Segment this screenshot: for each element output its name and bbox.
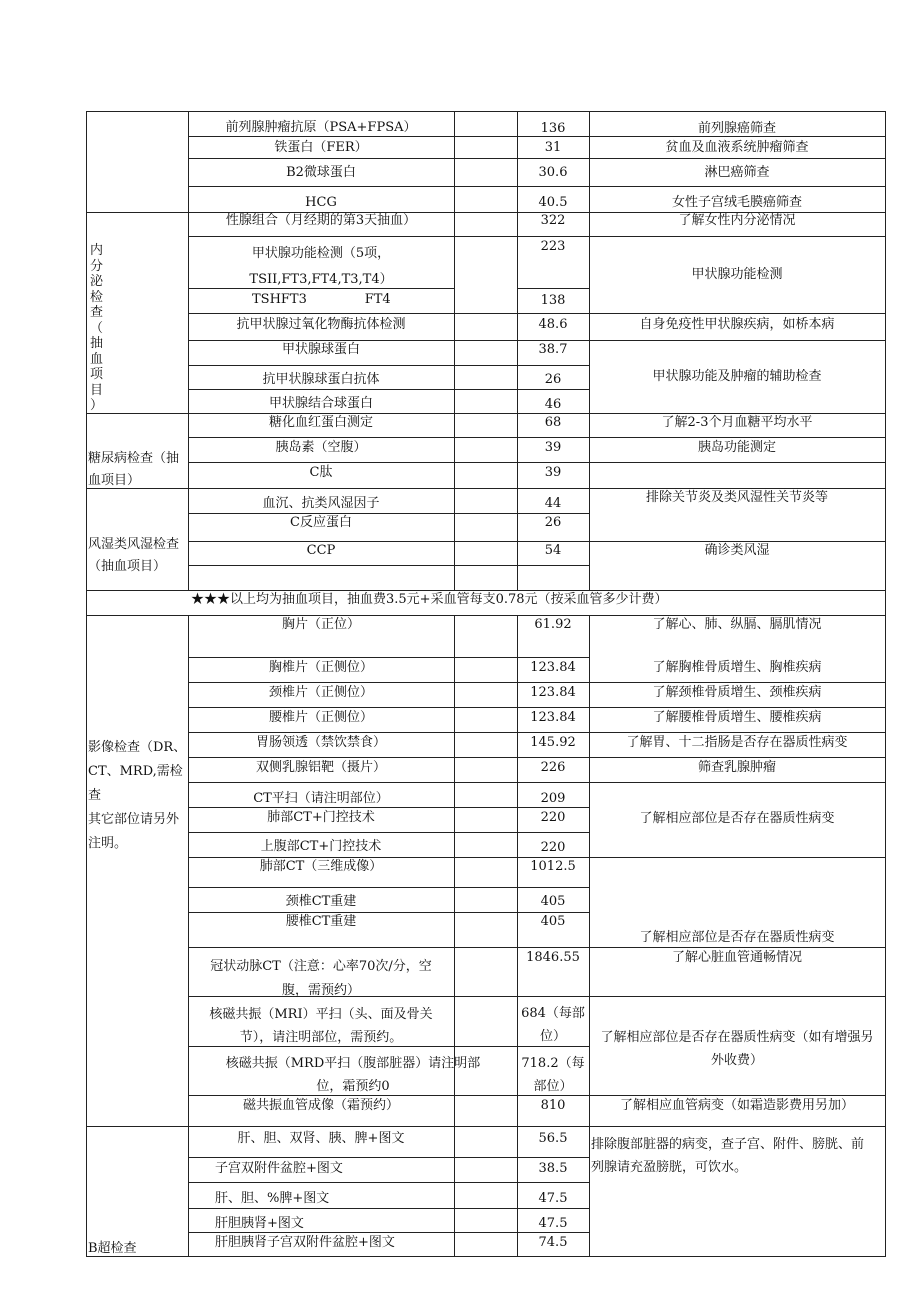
- item-name: B2微球蛋白: [286, 165, 356, 180]
- item-name: 肺部CT（三维成像）: [259, 859, 383, 874]
- item-name: 抗甲状腺过氧化物酶抗体检测: [236, 317, 406, 332]
- item-name: 肝胆胰肾子宫双附件盆腔+图文: [215, 1235, 395, 1250]
- item-price: 1846.55: [526, 950, 580, 965]
- item-purpose: 贫血及血液系统肿瘤筛查: [665, 140, 809, 155]
- item-name: 冠状动脉CT（注意：心率70次/分，空 腹，需预约）: [210, 959, 432, 998]
- item-purpose: 排除关节炎及类风湿性关节炎等: [645, 490, 828, 505]
- grid-line-horizontal: [188, 565, 590, 566]
- item-price: 74.5: [538, 1235, 568, 1250]
- item-name: 颈椎CT重建: [285, 894, 357, 909]
- item-purpose: 确诊类风湿: [704, 543, 770, 558]
- item-purpose: 了解腰椎骨质增生、腰椎疾病: [652, 710, 822, 725]
- item-purpose: 了解相应部位是否存在器质性病变（如有增强另 外收费）: [600, 1030, 874, 1068]
- grid-line-horizontal: [188, 732, 886, 733]
- item-name: 上腹部CT+门控技术: [260, 839, 382, 854]
- item-purpose: 自身免疫性甲状腺疾病，如桥本病: [639, 317, 835, 332]
- grid-line-vertical: [86, 111, 87, 1257]
- item-name: 抗甲状腺球蛋白抗体: [262, 372, 380, 387]
- grid-line-horizontal: [188, 832, 590, 833]
- section-ultrasound: B超检查: [88, 1241, 137, 1256]
- grid-line-horizontal: [188, 707, 886, 708]
- item-purpose: 筛查乳腺肿瘤: [697, 760, 776, 775]
- item-name: 铁蛋白（FER）: [274, 140, 368, 155]
- item-price: 718.2（每 部位）: [521, 1056, 585, 1094]
- item-purpose: 了解胃、十二指肠是否存在器质性病变: [626, 735, 848, 750]
- item-purpose: 了解心脏血管通畅情况: [671, 950, 802, 965]
- item-price: 38.7: [538, 342, 568, 357]
- grid-line-vertical: [885, 111, 886, 1257]
- grid-line-horizontal: [86, 1256, 886, 1257]
- item-price: 68: [544, 415, 562, 430]
- item-name: 肝、胆、%脾+图文: [215, 1191, 330, 1206]
- item-purpose: 了解相应血管病变（如霜造影费用另加）: [619, 1098, 854, 1113]
- item-price: 61.92: [534, 617, 572, 632]
- item-purpose: 了解颈椎骨质增生、颈椎疾病: [652, 685, 822, 700]
- item-price: 220: [540, 840, 566, 855]
- item-price: 209: [540, 791, 566, 806]
- item-price: 136: [540, 121, 566, 136]
- item-price: 56.5: [538, 1131, 568, 1146]
- grid-line-horizontal: [188, 887, 590, 888]
- item-price: 810: [540, 1098, 566, 1113]
- item-price: 405: [540, 914, 566, 929]
- grid-line-horizontal: [188, 657, 590, 658]
- item-purpose: 前列腺癌筛查: [697, 121, 776, 136]
- section-endocrine: 内 分 泌 检 查 （ 抽 血 项 目 ）: [90, 243, 104, 413]
- item-name: 胸椎片（正侧位）: [268, 660, 373, 675]
- item-price: 47.5: [538, 1191, 568, 1206]
- grid-line-horizontal: [188, 158, 886, 159]
- item-name: 腰椎CT重建: [285, 914, 357, 929]
- grid-line-horizontal: [86, 111, 886, 112]
- item-name: 核磁共振（MRD平扫（腹部脏器）请注明部 位，霜预约0: [225, 1056, 481, 1094]
- grid-line-horizontal: [188, 782, 886, 783]
- item-price: 684（每部 位）: [521, 1006, 585, 1044]
- item-name: 肝、胆、双肾、胰、脾+图文: [237, 1131, 405, 1146]
- item-name: 腰椎片（正侧位）: [268, 710, 373, 725]
- grid-line-horizontal: [188, 462, 886, 463]
- item-price: 48.6: [538, 317, 568, 332]
- item-purpose: 胰岛功能测定: [697, 440, 776, 455]
- item-purpose: 甲状腺功能及肿瘤的辅助检查: [652, 369, 822, 384]
- item-price: 47.5: [538, 1216, 568, 1231]
- item-name: 肝胆胰肾+图文: [215, 1216, 304, 1231]
- item-name: 前列腺肿瘤抗原（PSA+FPSA）: [225, 120, 417, 135]
- blood-draw-note: ★★★以上均为抽血项目，抽血费3.5元+采血管每支0.78元（按采血管多少计费）: [191, 592, 668, 607]
- item-name: 胃肠领透（禁饮禁食）: [255, 735, 386, 750]
- item-name: 胸片（正位）: [281, 617, 360, 632]
- item-price: 226: [540, 760, 566, 775]
- item-name: 肺部CT+门控技术: [267, 810, 375, 825]
- item-price: 220: [540, 810, 566, 825]
- item-name: 糖化血红蛋白测定: [268, 415, 373, 430]
- item-price: 46: [544, 397, 562, 412]
- item-purpose: 淋巴癌筛查: [704, 165, 770, 180]
- item-price: 145.92: [530, 735, 576, 750]
- item-name: 颈椎片（正侧位）: [268, 685, 373, 700]
- item-name: 甲状腺球蛋白: [281, 342, 360, 357]
- item-name: 核磁共振（MRI）平扫（头、面及骨关 节），请注明部位，需预约。: [209, 1007, 433, 1045]
- item-price: 38.5: [538, 1161, 568, 1176]
- item-price: 322: [540, 213, 566, 228]
- item-name: 磁共振血管成像（霜预约）: [242, 1098, 399, 1113]
- grid-line-horizontal: [188, 365, 590, 366]
- item-price: 405: [540, 894, 566, 909]
- item-price: 223: [540, 239, 566, 254]
- item-purpose: 女性子宫绒毛膜癌筛查: [671, 195, 802, 210]
- item-purpose: 排除腹部脏器的病变，查子宫、附件、膀胱、前 列腺请充盈膀胱，可饮水。: [591, 1137, 865, 1175]
- item-purpose: 了解女性内分泌情况: [678, 213, 796, 228]
- grid-line-horizontal: [86, 1126, 886, 1127]
- item-name: CT平扫（请注明部位）: [253, 791, 389, 806]
- item-price: 44: [544, 496, 562, 511]
- item-purpose: 了解胸椎骨质增生、胸椎疾病: [652, 660, 822, 675]
- grid-line-horizontal: [188, 1182, 590, 1183]
- item-price: 40.5: [538, 195, 568, 210]
- grid-line-horizontal: [188, 236, 886, 237]
- item-price: 54: [544, 543, 562, 558]
- item-purpose: 了解心、肺、纵膈、膈肌情况: [652, 617, 822, 632]
- item-price: 123.84: [530, 710, 576, 725]
- item-name: C反应蛋白: [290, 515, 352, 530]
- item-name: 甲状腺结合球蛋白: [268, 396, 373, 411]
- item-name: 双侧乳腺铝靶（摄片）: [255, 760, 386, 775]
- grid-line-horizontal: [188, 437, 886, 438]
- item-price: 39: [544, 465, 562, 480]
- section-rheumatic: 风湿类风湿检查 （抽血项目）: [88, 537, 180, 574]
- grid-line-horizontal: [188, 757, 886, 758]
- item-name: 血沉、抗类风湿因子: [262, 496, 380, 511]
- grid-line-horizontal: [188, 313, 886, 314]
- section-imaging: 影像检查（DR、 CT、MRD,需检查 其它部位请另外 注明。: [88, 740, 187, 851]
- item-price: 39: [544, 440, 562, 455]
- grid-line-horizontal: [188, 186, 886, 187]
- item-name: HCG: [305, 195, 337, 210]
- grid-line-horizontal: [188, 682, 886, 683]
- item-name: 甲状腺功能检测（5项， TSII,FT3,FT4,T3,T4）: [249, 246, 393, 287]
- item-price: 138: [540, 293, 566, 308]
- grid-line-horizontal: [188, 389, 590, 390]
- item-purpose: 了解相应部位是否存在器质性病变: [639, 930, 835, 945]
- grid-line-vertical: [589, 111, 590, 591]
- grid-line-vertical: [454, 111, 455, 591]
- item-price: 123.84: [530, 685, 576, 700]
- item-purpose: 了解2-3个月血糖平均水平: [661, 415, 813, 430]
- item-price: 1012.5: [530, 859, 576, 874]
- item-name: 胰岛素（空腹）: [275, 440, 367, 455]
- item-price: 26: [544, 372, 562, 387]
- item-name: C肽: [309, 465, 333, 480]
- item-price: 26: [544, 515, 562, 530]
- grid-line-horizontal: [188, 947, 886, 948]
- item-price: 30.6: [538, 165, 568, 180]
- grid-line-horizontal: [188, 1157, 590, 1158]
- item-purpose: 了解相应部位是否存在器质性病变: [639, 811, 835, 826]
- item-name: TSHFT3 FT4: [252, 292, 391, 307]
- item-price: 123.84: [530, 660, 576, 675]
- section-diabetes: 糖尿病检查（抽 血项目）: [88, 451, 180, 488]
- item-name: 性腺组合（月经期的第3天抽血）: [225, 213, 417, 228]
- item-name: 子宫双附件盆腔+图文: [215, 1161, 343, 1176]
- item-price: 31: [544, 140, 562, 155]
- grid-line-horizontal: [517, 288, 590, 289]
- item-purpose: 甲状腺功能检测: [691, 267, 783, 282]
- item-name: CCP: [306, 543, 336, 558]
- grid-line-horizontal: [188, 1208, 590, 1209]
